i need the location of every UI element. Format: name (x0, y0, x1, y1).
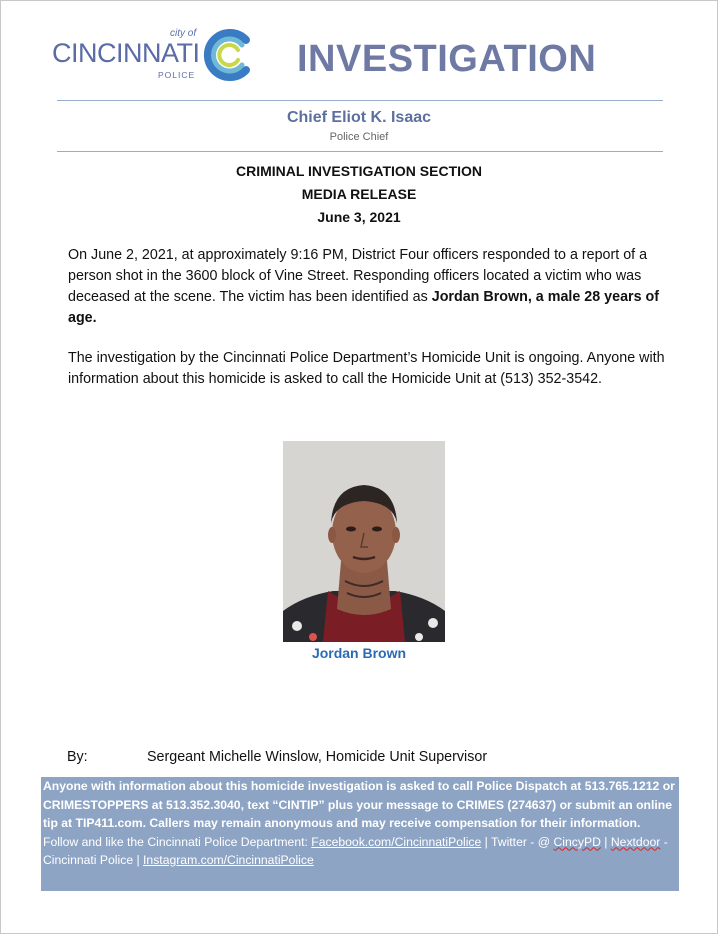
twitter-handle[interactable]: CincyPD (553, 834, 601, 849)
chief-title: Police Chief (329, 131, 389, 143)
paragraph-incident (68, 245, 683, 329)
logo-police: POLICE (158, 70, 196, 80)
byline-label: By: (67, 749, 88, 765)
social-links (43, 833, 677, 870)
facebook-link[interactable]: Facebook.com/CincinnatiPolice (311, 834, 482, 849)
photo-caption: Jordan Brown (311, 645, 407, 661)
victim-identity: Jordan Brown, a male 28 years of age. (68, 289, 659, 326)
section-heading: CRIMINAL INVESTIGATION SECTION (235, 163, 483, 179)
paragraph-incident-text: On June 2, 2021, at approximately 9:16 PM, District Four officers responded to a report of a person shot in the 3600 block of Vine Street. Responding officers located a victim who was deceased at the scene. The victim has been identified as (68, 247, 648, 305)
nextdoor-link[interactable]: Nextdoor (610, 834, 661, 849)
logo-c-mark-icon (200, 26, 258, 84)
header-rule-top (57, 100, 663, 101)
instagram-link[interactable]: Instagram.com/CincinnatiPolice (143, 853, 314, 867)
logo-name: CINCINNATI (52, 38, 200, 68)
nextdoor-text: - Cincinnati Police | (43, 834, 668, 867)
header-rule-bottom (57, 151, 663, 152)
social-separator: | Twitter - @ (481, 834, 554, 849)
header-title: INVESTIGATION (297, 38, 597, 80)
tip-info-text: Anyone with information about this homicide investigation is asked to call Police Dispatch at 513.765.1212 or CRIMESTOPPERS at 513.352.3040, text “CINTIP” plus your message to CRIMES (274637) or submit an online tip at TIP411.com. Callers may remain anonymous and may receive compensation for their information. (43, 779, 675, 830)
chief-name: Chief Eliot K. Isaac (286, 109, 432, 126)
logo-city-of: city of (170, 28, 197, 39)
byline-name: Sergeant Michelle Winslow, Homicide Unit Supervisor (147, 749, 488, 765)
tip-info-box (41, 777, 679, 891)
paragraph-investigation: The investigation by the Cincinnati Police Department’s Homicide Unit is ongoing. Anyone with information about this homicide is asked to call the Homicide Unit at (513) 352-3542. (68, 350, 665, 387)
cincinnati-police-logo (52, 24, 257, 88)
follow-prefix: Follow and like the Cincinnati Police Department: (43, 834, 312, 849)
release-date: June 3, 2021 (317, 209, 401, 225)
release-type: MEDIA RELEASE (301, 186, 417, 202)
social-separator: | (600, 834, 611, 849)
victim-photo (283, 441, 445, 642)
